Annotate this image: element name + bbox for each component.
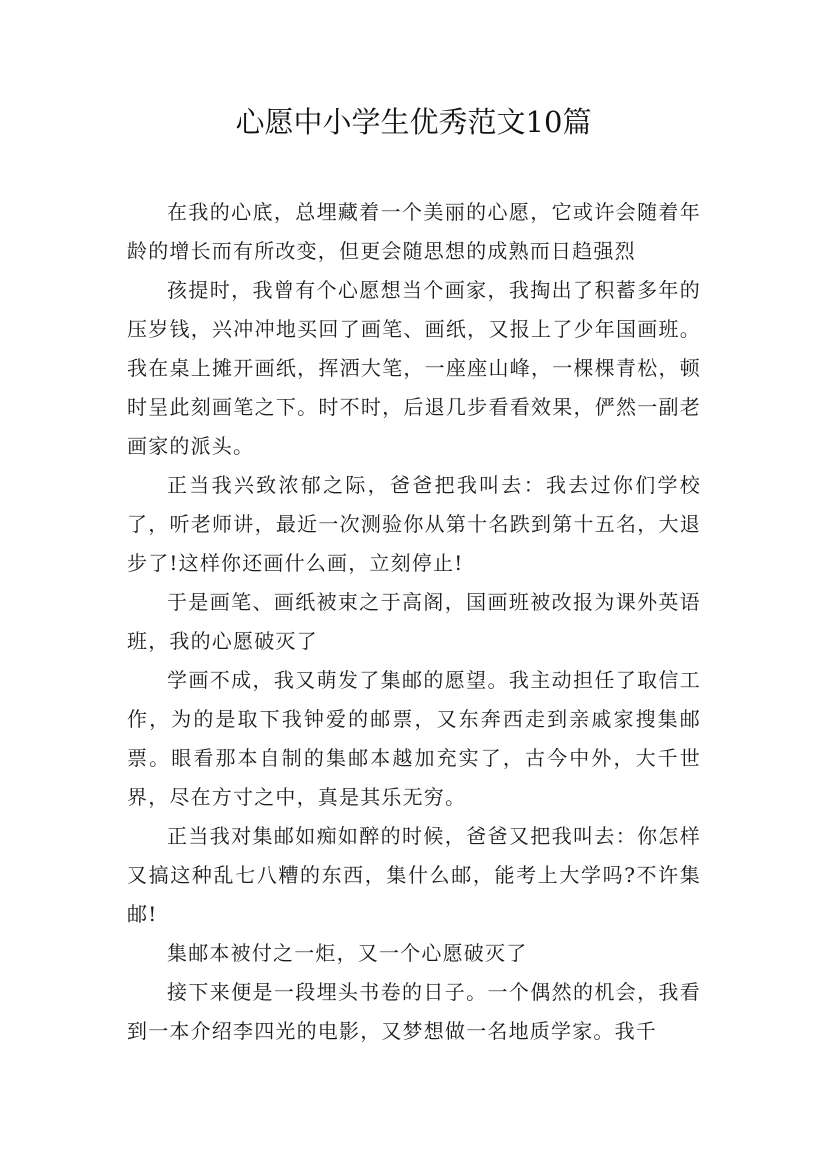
paragraph: 集邮本被付之一炬，又一个心愿破灭了 xyxy=(167,941,528,965)
paragraph: 接下来便是一段埋头书卷的日子。一个偶然的机会，我看到一本介绍李四光的电影，又梦想做一名地质学家。我千 xyxy=(127,980,701,1043)
paragraph: 正当我兴致浓郁之际，爸爸把我叫去：我去过你们学校了，听老师讲，最近一次测验你从第十名跌到第十五名，大退步了!这样你还画什么画，立刻停止! xyxy=(127,473,701,575)
paragraph: 学画不成，我又萌发了集邮的愿望。我主动担任了取信工作，为的是取下我钟爱的邮票，又东奔西走到亲戚家搜集邮票。眼看那本自制的集邮本越加充实了，古今中外，大千世界，尽在方寸之中，真是其乐无穷。 xyxy=(127,668,701,809)
paragraph: 孩提时，我曾有个心愿想当个画家，我掏出了积蓄多年的压岁钱，兴冲冲地买回了画笔、画纸，又报上了少年国画班。我在桌上摊开画纸，挥洒大笔，一座座山峰，一棵棵青松，顿时呈此刻画笔之下。时不时，后退几步看看效果，俨然一副老画家的派头。 xyxy=(127,278,701,458)
document-title: 心愿中小学生优秀范文10篇 xyxy=(235,105,592,139)
paragraph: 在我的心底，总埋藏着一个美丽的心愿，它或许会随着年龄的增长而有所改变，但更会随思想的成熟而日趋强烈 xyxy=(127,200,701,263)
paragraph: 正当我对集邮如痴如醉的时候，爸爸又把我叫去：你怎样又搞这种乱七八糟的东西，集什么邮，能考上大学吗?不许集邮! xyxy=(127,824,701,926)
document-body xyxy=(127,193,701,1051)
paragraph: 于是画笔、画纸被束之于高阁，国画班被改报为课外英语班，我的心愿破灭了 xyxy=(127,590,701,653)
